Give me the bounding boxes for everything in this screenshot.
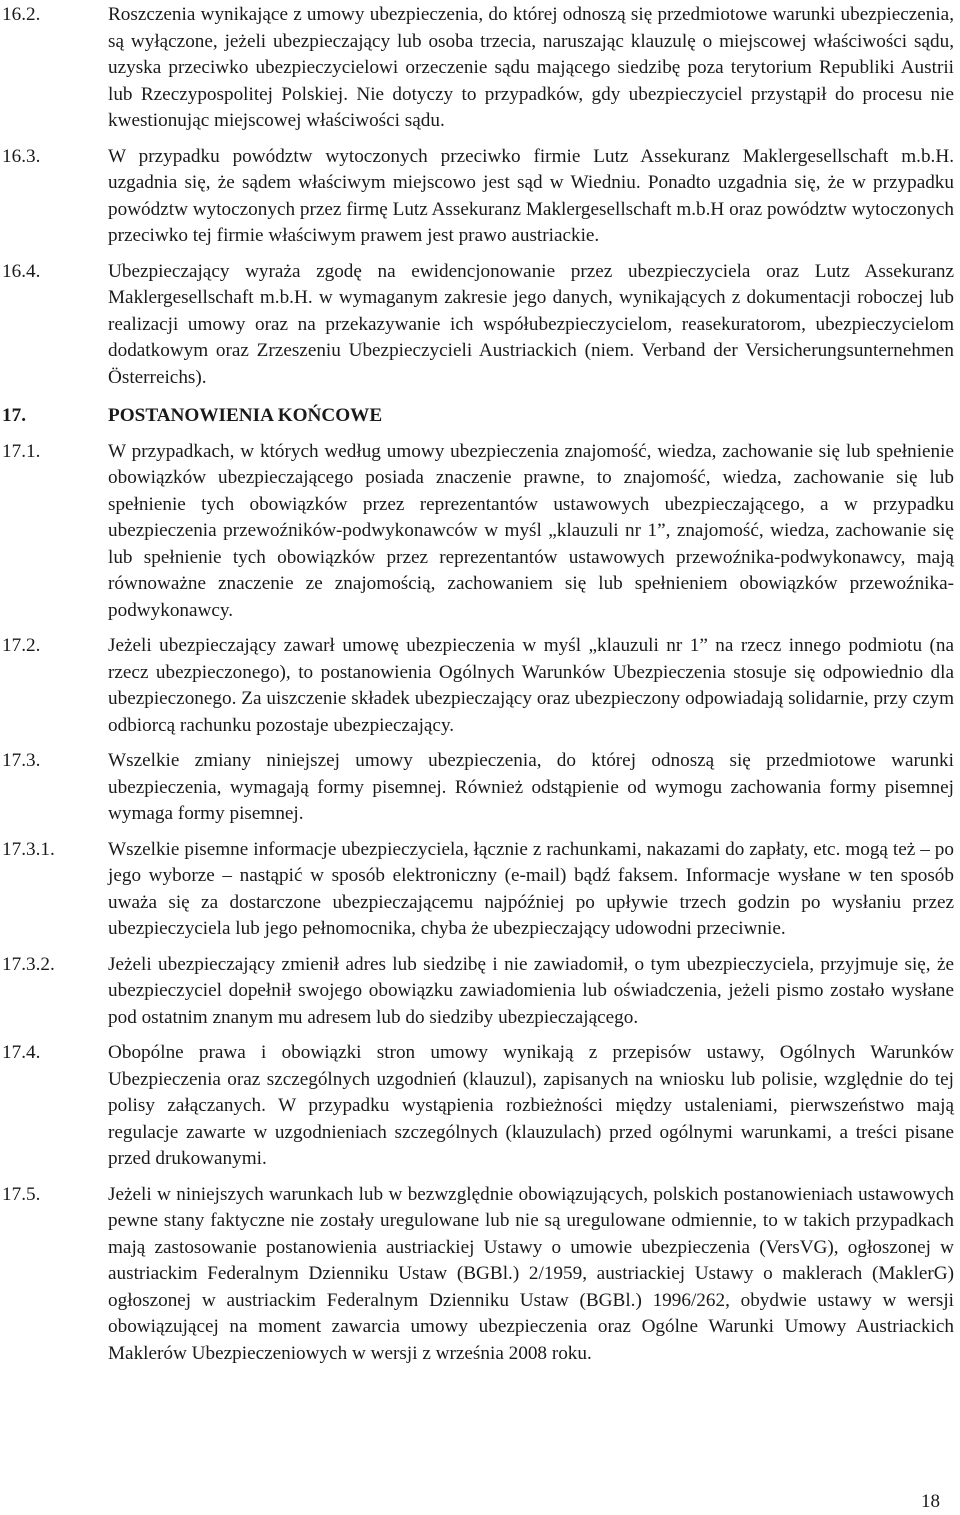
clause-number: 16.2.	[2, 4, 41, 25]
document-body	[2, 2, 954, 1367]
clause-number: 17.3.2.	[2, 953, 55, 975]
clause-number: 17.2.	[2, 635, 41, 656]
clause-16-3	[2, 144, 954, 250]
clause-17-5	[2, 1182, 954, 1368]
section-heading-17	[2, 403, 954, 430]
clause-number: 17.1.	[2, 440, 41, 462]
clause-number: 16.4.	[2, 260, 41, 282]
clause-text: Jeżeli w niniejszych warunkach lub w bezwzględnie obowiązujących, polskich postanowieniach ustawowych pewne stany faktyczne nie zostały uregulowane lub nie są uregulowane odmiennie, to w takich przypadkach mają zastosowanie postanowienia austriackiej Ustawy o umowie ubezpieczenia (VersVG), ogłoszonej w austriackim Federalnym Dzienniku Ustaw (BGBl.) 2/1959, austriackiej Ustawy o maklerach (MaklerG) ogłoszonej w austriackim Federalnym Dzienniku Ustaw (BGBl.) 1996/262, obydwie ustawy w wersji obowiązującej na moment zawarcia umowy ubezpieczenia oraz Ogólne Warunki Umowy Austriackich Maklerów Ubezpieczeniowych w wersji z września 2008 roku.	[108, 1183, 954, 1364]
clause-text: Wszelkie pisemne informacje ubezpieczyciela, łącznie z rachunkami, nakazami do zapłaty, etc. mogą też – po jego wyborze – nastąpić w sposób elektroniczny (e-mail) bądź faksem. Informacje wysłane w ten sposób uważa się za dostarczone ubezpieczającemu najpóźniej po upływie trzech godzin po wysłaniu przez ubezpieczyciela lub jego pełnomocnika, chyba że ubezpieczający udowodni przeciwnie.	[108, 838, 954, 939]
clause-number: 16.3.	[2, 145, 41, 167]
clause-16-4	[2, 259, 954, 392]
clause-17-3	[2, 748, 954, 828]
clause-number: 17.3.	[2, 750, 41, 771]
clause-17-4	[2, 1040, 954, 1173]
clause-17-1	[2, 439, 954, 625]
clause-number: 17.5.	[2, 1183, 41, 1205]
page-number: 18	[921, 1491, 940, 1512]
clause-text: Wszelkie zmiany niniejszej umowy ubezpieczenia, do której odnoszą się przedmiotowe warunki ubezpieczenia, wymagają formy pisemnej. Również odstąpienie od wymogu zachowania formy pisemnej wymaga formy pisemnej.	[108, 750, 954, 824]
clause-number: 17.3.1.	[2, 838, 55, 860]
clause-number: 17.4.	[2, 1042, 41, 1063]
clause-text: Jeżeli ubezpieczający zawarł umowę ubezpieczenia w myśl „klauzuli nr 1” na rzecz innego podmiotu (na rzecz ubezpieczonego), to postanowienia Ogólnych Warunków Ubezpieczenia stosuje się odpowiednio dla ubezpieczonego. Za uiszczenie składek ubezpieczający oraz ubezpieczony odpowiadają solidarnie, przy czym odbiorcą rachunku pozostaje ubezpieczający.	[108, 635, 954, 736]
clause-text: Obopólne prawa i obowiązki stron umowy wynikają z przepisów ustawy, Ogólnych Warunków Ubezpieczenia oraz szczególnych uzgodnień (klauzul), zapisanych na wniosku lub polisie, względnie do tej polisy załączanych. W przypadku wystąpienia rozbieżności między ustaleniami, pierwszeństwo mają regulacje zawarte w uzgodnieniach szczególnych (klauzulach) przed ogólnymi warunkami, a treści pisane przed drukowanymi.	[108, 1042, 954, 1169]
clause-text: W przypadkach, w których według umowy ubezpieczenia znajomość, wiedza, zachowanie się lub spełnienie obowiązków ubezpieczającego posiada znaczenie prawne, to znajomość, wiedza, zachowanie się lub spełnienie tych obowiązków przez reprezentantów ustawowych ubezpieczającego, a w przypadku ubezpieczenia przewoźników-podwykonawców w myśl „klauzuli nr 1”, znajomość, wiedza, zachowanie się lub spełnienie tych obowiązków przez reprezentantów ustawowych przewoźnika-podwykonawcy, mają równoważne znaczenie ze znajomością, zachowaniem się lub spełnieniem obowiązków przewoźnika-podwykonawcy.	[108, 440, 954, 621]
clause-text: Jeżeli ubezpieczający zmienił adres lub siedzibę i nie zawiadomił, o tym ubezpieczyciela, przyjmuje się, że ubezpieczyciel dopełnił swojego obowiązku zawiadomienia lub oświadczenia, jeżeli pismo zostało wysłane pod ostatnim znanym mu adresem lub do siedziby ubezpieczającego.	[108, 953, 954, 1028]
clause-text: Roszczenia wynikające z umowy ubezpieczenia, do której odnoszą się przedmiotowe warunki ubezpieczenia, są wyłączone, jeżeli ubezpieczający lub osoba trzecia, naruszając klauzulę o miejscowej właściwości sądu, uzyska przeciwko ubezpieczycielowi orzeczenie sądu mającego siedzibę poza terytorium Republiki Austrii lub Rzeczypospolitej Polskiej. Nie dotyczy to przypadków, gdy ubezpieczyciel przystąpił do procesu nie kwestionując miejscowej właściwości sądu.	[108, 4, 954, 131]
clause-16-2	[2, 2, 954, 135]
clause-17-2	[2, 633, 954, 739]
clause-17-3-2	[2, 952, 954, 1032]
section-title: POSTANOWIENIA KOŃCOWE	[108, 405, 383, 426]
clause-text: W przypadku powództw wytoczonych przeciwko firmie Lutz Assekuranz Maklergesellschaft m.b.H. uzgadnia się, że sądem właściwym miejscowo jest sąd w Wiedniu. Ponadto uzgadnia się, że w przypadku powództw wytoczonych przez firmę Lutz Assekuranz Maklergesellschaft m.b.H oraz powództw wytoczonych przeciwko tej firmie właściwym prawem jest prawo austriackie.	[108, 145, 954, 246]
clause-17-3-1	[2, 837, 954, 943]
section-number: 17.	[2, 405, 26, 426]
clause-text: Ubezpieczający wyraża zgodę na ewidencjonowanie przez ubezpieczyciela oraz Lutz Assekuranz Maklergesellschaft m.b.H. w wymaganym zakresie jego danych, wynikających z dokumentacji roboczej lub realizacji umowy oraz na przekazywanie ich współubezpieczycielom, reasekuratorom, ubezpieczycielom dodatkowym oraz Zrzeszeniu Ubezpieczycieli Austriackich (niem. Verband der Versicherungsunternehmen Österreichs).	[108, 260, 954, 388]
